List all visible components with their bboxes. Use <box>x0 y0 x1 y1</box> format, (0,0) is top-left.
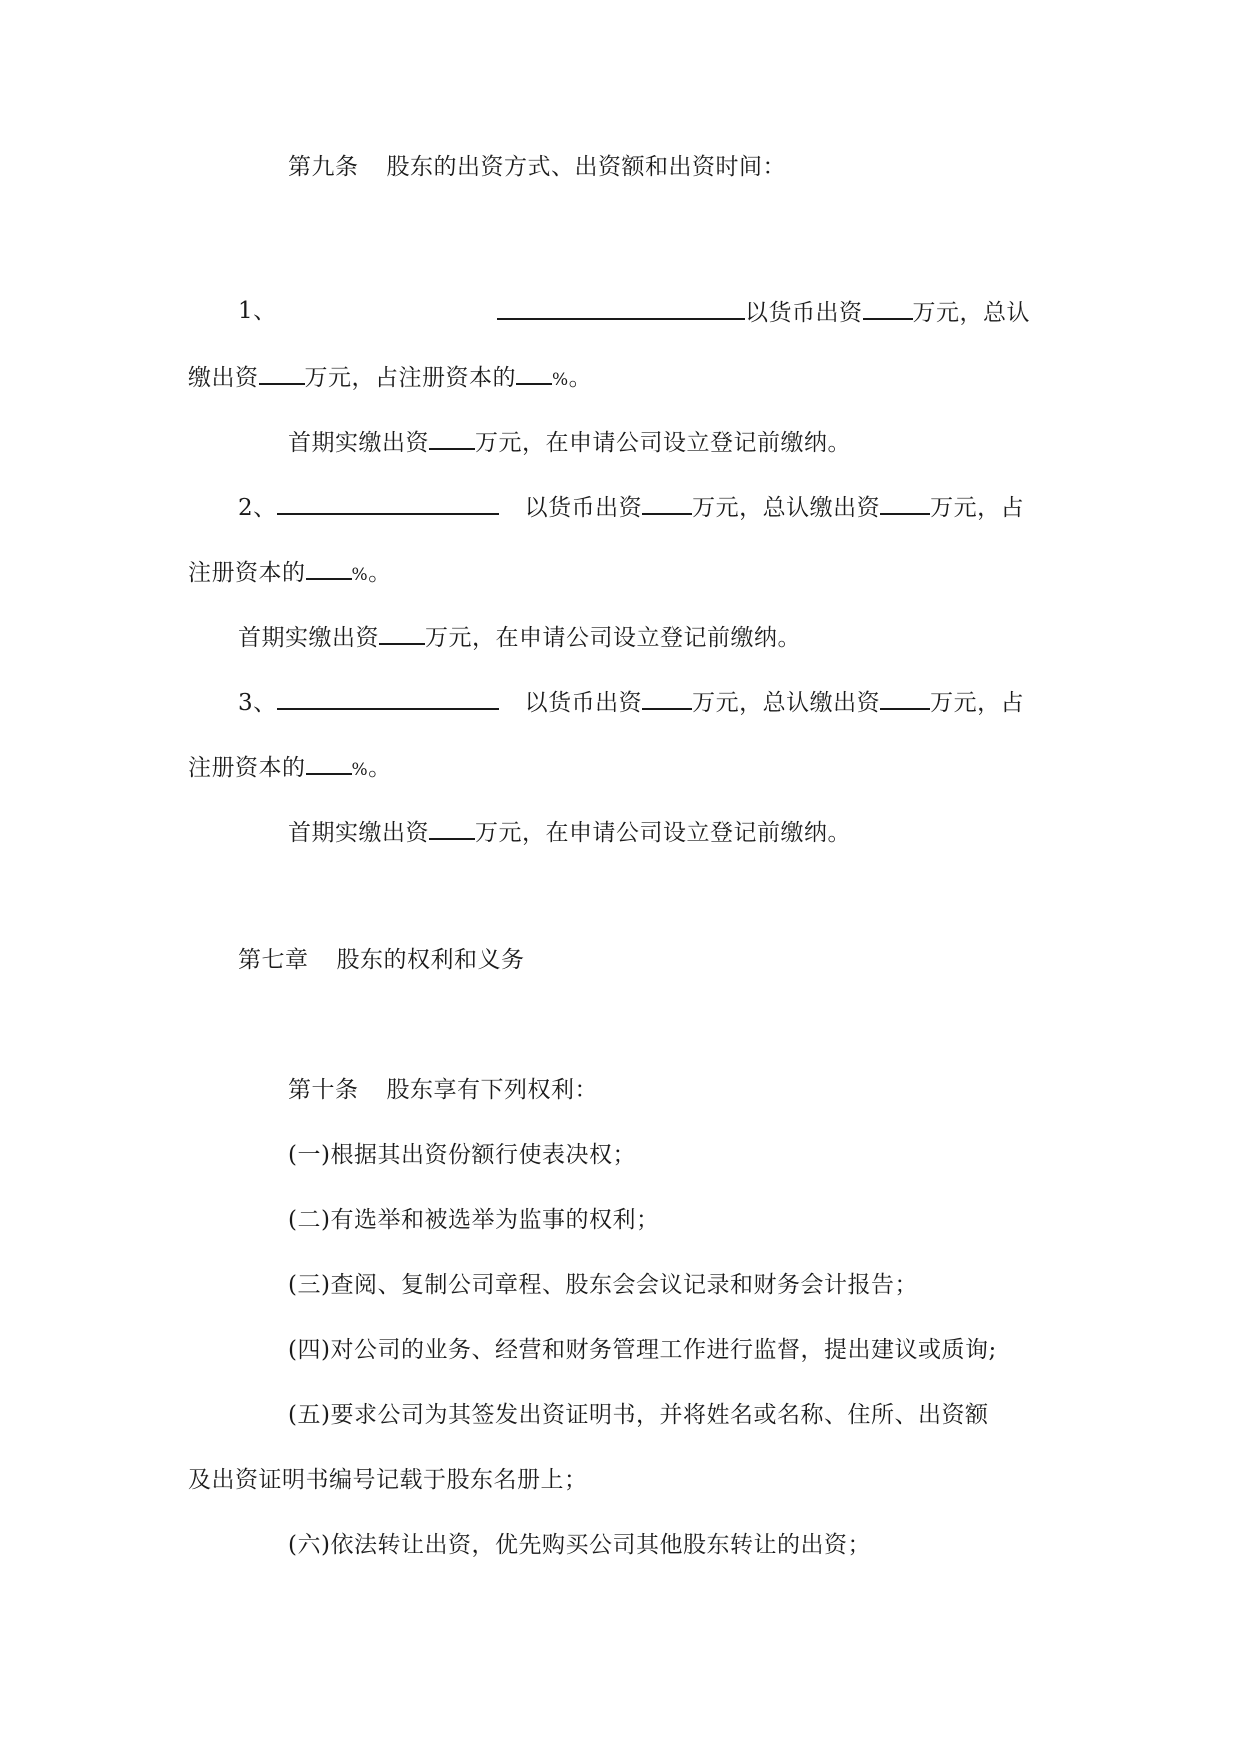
shareholder-1-subscribed-blank[interactable] <box>259 361 305 385</box>
right-item-6: (六)依法转让出资，优先购买公司其他股东转让的出资； <box>288 1532 871 1558</box>
shareholder-2-name-blank[interactable] <box>277 491 499 515</box>
chapter-7-number: 第七章 <box>238 947 309 973</box>
shareholder-1-line1 <box>497 296 1030 328</box>
right-item-1: (一)根据其出资份额行使表决权； <box>288 1142 636 1168</box>
shareholder-2-percent-blank[interactable] <box>306 556 352 580</box>
shareholder-1-text1: 以货币出资 <box>745 300 863 326</box>
chapter-7-heading <box>238 945 525 975</box>
right-item-2: (二)有选举和被选举为监事的权利； <box>288 1207 660 1233</box>
shareholder-1-text3: 缴出资 <box>188 365 259 391</box>
article-9-number: 第九条 <box>288 154 359 180</box>
article-9-heading <box>288 152 786 182</box>
shareholder-1-first-pay: 首期实缴出资 万元，在申请公司设立登记前缴纳。 <box>288 426 851 458</box>
article-10-heading <box>288 1075 598 1105</box>
shareholder-3-line1: 3、 以货币出资 万元，总认缴出资 万元，占 <box>238 686 1024 718</box>
shareholder-3-first-pay-blank[interactable] <box>429 816 475 840</box>
shareholder-1-index: 1、 <box>238 298 277 324</box>
article-10-title: 股东享有下列权利： <box>386 1077 598 1103</box>
shareholder-2-line1: 2、 以货币出资 万元，总认缴出资 万元，占 <box>238 491 1024 523</box>
shareholder-3-line2: 注册资本的 %。 <box>188 751 392 785</box>
article-9-title: 股东的出资方式、出资额和出资时间： <box>386 154 786 180</box>
shareholder-3-first-pay: 首期实缴出资 万元，在申请公司设立登记前缴纳。 <box>288 816 851 848</box>
right-item-5-continued: 及出资证明书编号记载于股东名册上； <box>188 1467 588 1493</box>
shareholder-3-currency-amount-blank[interactable] <box>642 686 692 710</box>
right-item-3: (三)查阅、复制公司章程、股东会会议记录和财务会计报告； <box>288 1272 918 1298</box>
shareholder-1-pct: % <box>552 370 569 390</box>
shareholder-1-currency-amount-blank[interactable] <box>863 296 913 320</box>
shareholder-2-index: 2、 <box>238 495 277 521</box>
chapter-7-title: 股东的权利和义务 <box>336 947 525 973</box>
shareholder-2-line2: 注册资本的 %。 <box>188 556 392 590</box>
shareholder-3-subscribed-blank[interactable] <box>880 686 930 710</box>
shareholder-2-first-pay-blank[interactable] <box>379 621 425 645</box>
shareholder-1-line2: 缴出资 万元，占注册资本的 %。 <box>188 361 592 395</box>
shareholder-2-first-pay: 首期实缴出资 万元，在申请公司设立登记前缴纳。 <box>238 621 801 653</box>
shareholder-1-text2: 万元，总认 <box>912 300 1030 326</box>
shareholder-1-text4: 万元，占注册资本的 <box>304 365 516 391</box>
shareholder-3-name-blank[interactable] <box>277 686 499 710</box>
shareholder-2-currency-amount-blank[interactable] <box>642 491 692 515</box>
shareholder-3-index: 3、 <box>238 690 277 716</box>
right-item-5: (五)要求公司为其签发出资证明书，并将姓名或名称、住所、出资额 <box>288 1402 989 1428</box>
shareholder-1-name-blank[interactable] <box>497 296 745 320</box>
article-10-number: 第十条 <box>288 1077 359 1103</box>
shareholder-1-first-pay-blank[interactable] <box>429 426 475 450</box>
shareholder-2-subscribed-blank[interactable] <box>880 491 930 515</box>
shareholder-1-percent-blank[interactable] <box>516 361 552 385</box>
right-item-4: (四)对公司的业务、经营和财务管理工作进行监督，提出建议或质询; <box>288 1337 997 1363</box>
shareholder-3-percent-blank[interactable] <box>306 751 352 775</box>
